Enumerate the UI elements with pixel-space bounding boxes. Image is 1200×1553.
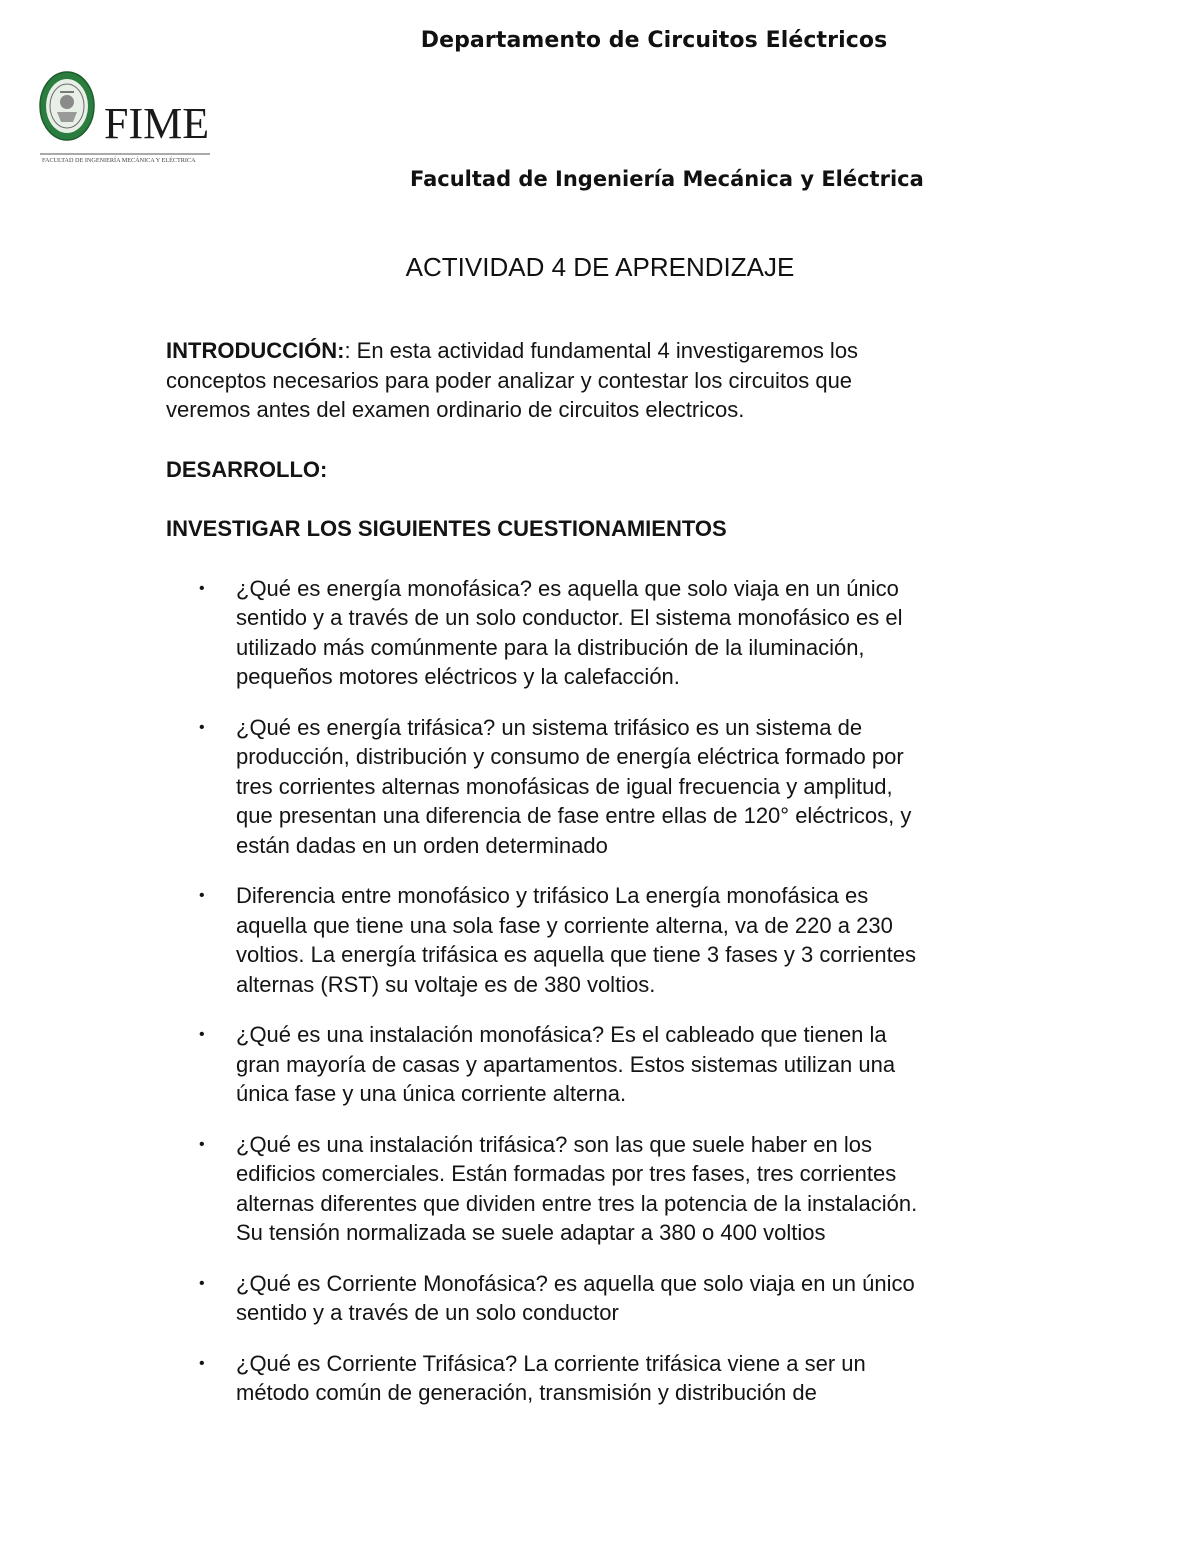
introduction-paragraph [166,336,926,425]
question-text: ¿Qué es Corriente Trifásica? La corriente trifásica viene a ser un método común de generación, transmisión y distribución de [236,1350,866,1405]
list-item [166,713,926,861]
list-item [166,1130,926,1248]
development-heading: DESARROLLO: [166,456,328,482]
bullet-icon: • [199,1274,205,1292]
question-text: ¿Qué es energía trifásica? un sistema trifásico es un sistema de producción, distribución y consumo de energía eléctrica formado por tres corrientes alternas monofásicas de igual frecuencia y amplitud, que presentan una diferencia de fase entre ellas de 120° eléctricos, y están dadas en un orden determinado [236,714,912,858]
questions-list [166,574,926,1408]
logo-subtext: FACULTAD DE INGENIERÍA MECÁNICA Y ELÉCTRICA [42,157,196,164]
activity-title: ACTIVIDAD 4 DE APRENDIZAJE [405,252,795,282]
investigate-heading: INVESTIGAR LOS SIGUIENTES CUESTIONAMIENTOS [166,516,727,541]
fime-logo [38,66,218,166]
list-item [166,1349,926,1408]
question-text: ¿Qué es una instalación trifásica? son las que suele haber en los edificios comerciales. Están formadas por tres fases, tres corrientes alternas diferentes que dividen entre tres la potencia de la instalación. Su tensión normalizada se suele adaptar a 380 o 400 voltios [236,1131,918,1245]
list-item [166,1269,926,1328]
list-item [166,574,926,692]
question-text: ¿Qué es Corriente Monofásica? es aquella que solo viaja en un único sentido y a través de un solo conductor [236,1270,915,1325]
list-item [166,881,926,999]
question-text: Diferencia entre monofásico y trifásico La energía monofásica es aquella que tiene una sola fase y corriente alterna, va de 220 a 230 voltios. La energía trifásica es aquella que tiene 3 fases y 3 corrientes alternas (RST) su voltaje es de 380 voltios. [236,883,916,997]
logo-text: FIME [104,99,210,148]
question-text: ¿Qué es energía monofásica? es aquella que solo viaja en un único sentido y a través de un solo conductor. El sistema monofásico es el utilizado más comúnmente para la distribución de la iluminación, pequeños motores eléctricos y la calefacción. [236,575,903,689]
bullet-icon: • [199,887,205,904]
fime-logo-graphic [38,66,218,166]
bullet-icon: • [199,718,205,736]
list-item [166,1020,926,1109]
bullet-icon: • [199,1354,205,1372]
question-text: ¿Qué es una instalación monofásica? Es el cableado que tienen la gran mayoría de casas y apartamentos. Estos sistemas utilizan una única fase y una única corriente alterna. [236,1022,896,1106]
bullet-icon: • [199,579,205,597]
bullet-icon: • [199,1026,205,1043]
introduction-text: : En esta actividad fundamental 4 investigaremos los conceptos necesarios para poder analizar y contestar los circuitos que veremos antes del examen ordinario de circuitos electricos. [166,338,859,422]
document-body [166,336,926,1429]
faculty-title: Facultad de Ingeniería Mecánica y Eléctrica [410,167,924,191]
introduction-label: INTRODUCCIÓN: [166,338,345,363]
department-title: Departamento de Circuitos Eléctricos [420,28,888,53]
bullet-icon: • [199,1135,205,1153]
